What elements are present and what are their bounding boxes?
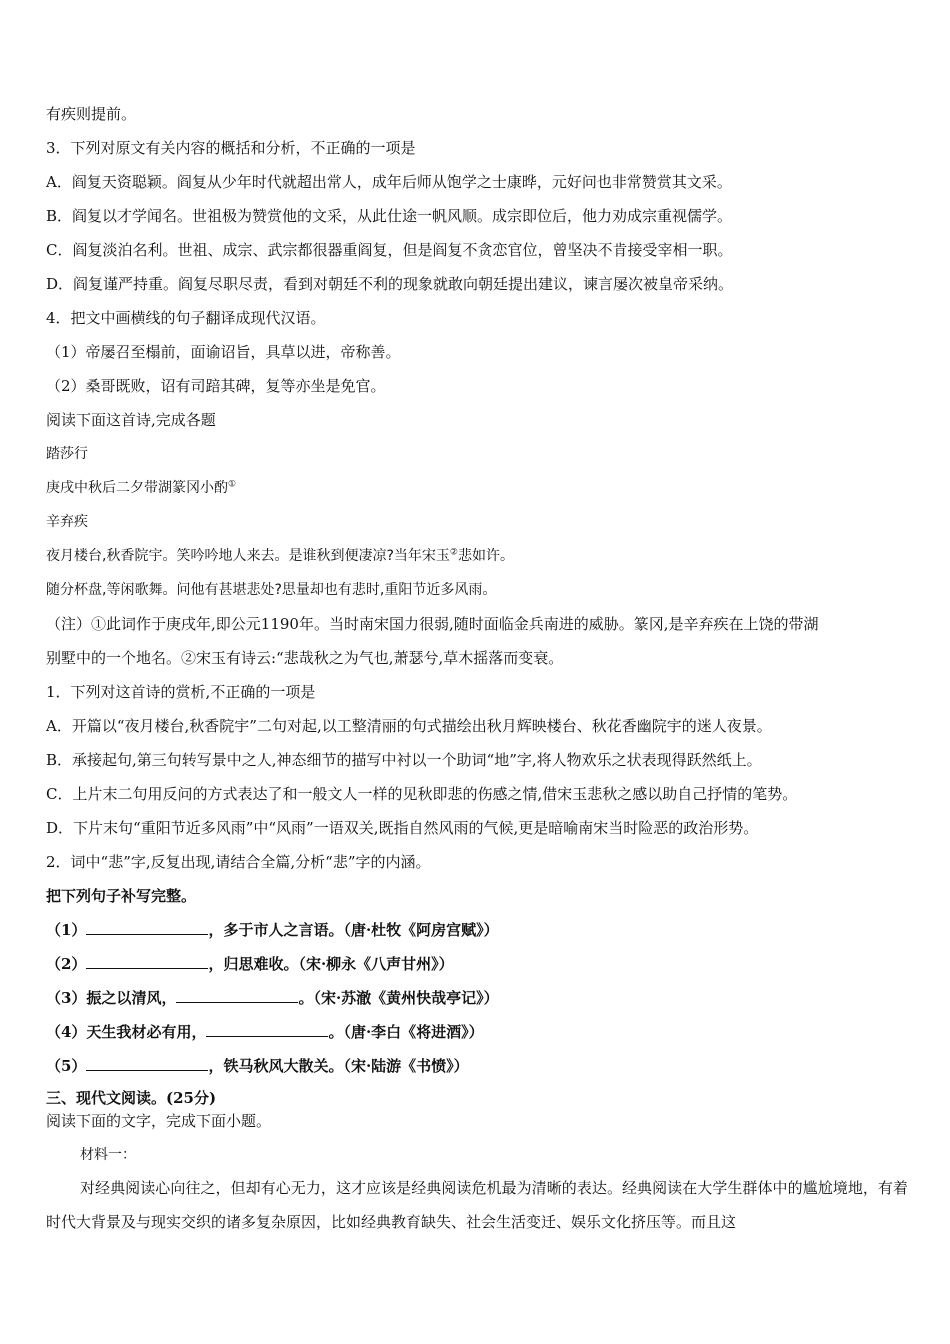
- poem-note: （注）①此词作于庚戌年,即公元1190年。当时南宋国力很弱,随时面临金兵南进的威胁。篆冈,是辛弃疾在上饶的带湖: [46, 615, 819, 633]
- fill-blank-item-3: （3）振之以清风， 。（宋·苏澈《黄州快哉亭记》）: [46, 989, 499, 1007]
- poem-question-1: 1．下列对这首诗的赏析,不正确的一项是: [46, 683, 316, 701]
- poem-subtitle: 庚戌中秋后二夕带湖篆冈小酌①: [46, 479, 237, 496]
- translate-item-2: （2）桑哥既败，诏有司踣其碑，复等亦坐是免官。: [46, 377, 386, 395]
- option-c: C．阎复淡泊名利。世祖、成宗、武宗都很器重阎复，但是阎复不贪恋官位，曾坚决不肯接受宰相一职。: [46, 241, 733, 259]
- option-d: D．阎复谨严持重。阎复尽职尽责，看到对朝廷不利的现象就敢向朝廷提出建议，谏言屡次被皇帝采纳。: [46, 275, 734, 293]
- answer-blank[interactable]: [86, 1056, 208, 1071]
- answer-blank[interactable]: [206, 1022, 328, 1037]
- fill-blank-item-5: （5） ，铁马秋风大散关。（宋·陆游《书愤》）: [46, 1057, 469, 1075]
- text-line: 有疾则提前。: [46, 105, 137, 123]
- poem-author: 辛弃疾: [46, 514, 88, 530]
- fill-blank-heading: 把下列句子补写完整。: [46, 887, 197, 905]
- fill-blank-item-2: （2） ，归思难收。（宋·柳永《八声甘州》）: [46, 955, 454, 973]
- poem-option-c: C．上片末二句用反问的方式表达了和一般文人一样的见秋即悲的伤感之情,借宋玉悲秋之感以助自己抒情的笔势。: [46, 785, 798, 803]
- question-3: 3．下列对原文有关内容的概括和分析，不正确的一项是: [46, 139, 416, 157]
- section-instruction: 阅读下面的文字，完成下面小题。: [46, 1112, 272, 1130]
- question-4: 4．把文中画横线的句子翻译成现代汉语。: [46, 309, 326, 327]
- poem-title: 踏莎行: [46, 446, 88, 462]
- poem-option-b: B．承接起句,第三句转写景中之人,神态细节的描写中衬以一个助词“地”字,将人物欢乐之状表现得跃然纸上。: [46, 751, 762, 769]
- section-heading: 三、现代文阅读。(25分): [46, 1089, 217, 1107]
- poem-stanza-1: 夜月楼台,秋香院宇。笑吟吟地人来去。是谁秋到便凄凉?当年宋玉②悲如许。: [46, 547, 514, 564]
- material-paragraph: 对经典阅读心向往之，但却有心无力，这才应该是经典阅读危机最为清晰的表达。经典阅读在大学生群体中的尴尬境地，有着时代大背景及与现实交织的诸多复杂原因，比如经典教育缺失、社会生活变迁、娱乐文化挤压等。而且这: [46, 1179, 908, 1231]
- answer-blank[interactable]: [86, 920, 208, 935]
- fill-blank-item-1: （1） ，多于市人之言语。（唐·杜牧《阿房宫赋》）: [46, 921, 499, 939]
- answer-blank[interactable]: [176, 988, 298, 1003]
- poem-instruction: 阅读下面这首诗,完成各题: [46, 411, 216, 429]
- fill-blank-item-4: （4）天生我材必有用， 。（唐·李白《将进酒》）: [46, 1023, 484, 1041]
- option-a: A．阎复天资聪颖。阎复从少年时代就超出常人，成年后师从饱学之士康晔，元好问也非常赞赏其文采。: [46, 173, 732, 191]
- option-b: B．阎复以才学闻名。世祖极为赞赏他的文采，从此仕途一帆风顺。成宗即位后，他力劝成宗重视儒学。: [46, 207, 733, 225]
- poem-question-2: 2．词中“悲”字,反复出现,请结合全篇,分析“悲”字的内涵。: [46, 853, 431, 871]
- translate-item-1: （1）帝屡召至榻前，面谕诏旨，具草以进，帝称善。: [46, 343, 401, 361]
- material-label: 材料一：: [80, 1147, 136, 1163]
- poem-option-d: D．下片末句“重阳节近多风雨”中“风雨”一语双关,既指自然风雨的气候,更是暗喻南宋当时险恶的政治形势。: [46, 819, 759, 837]
- answer-blank[interactable]: [86, 954, 208, 969]
- poem-stanza-2: 随分杯盘,等闲歌舞。问他有甚堪悲处?思量却也有悲时,重阳节近多风雨。: [46, 582, 497, 598]
- poem-option-a: A．开篇以“夜月楼台,秋香院宇”二句对起,以工整清丽的句式描绘出秋月辉映楼台、秋花香幽院宇的迷人夜景。: [46, 717, 772, 735]
- poem-note-cont: 别墅中的一个地名。②宋玉有诗云:“悲哉秋之为气也,萧瑟兮,草木摇落而变衰。: [46, 649, 564, 667]
